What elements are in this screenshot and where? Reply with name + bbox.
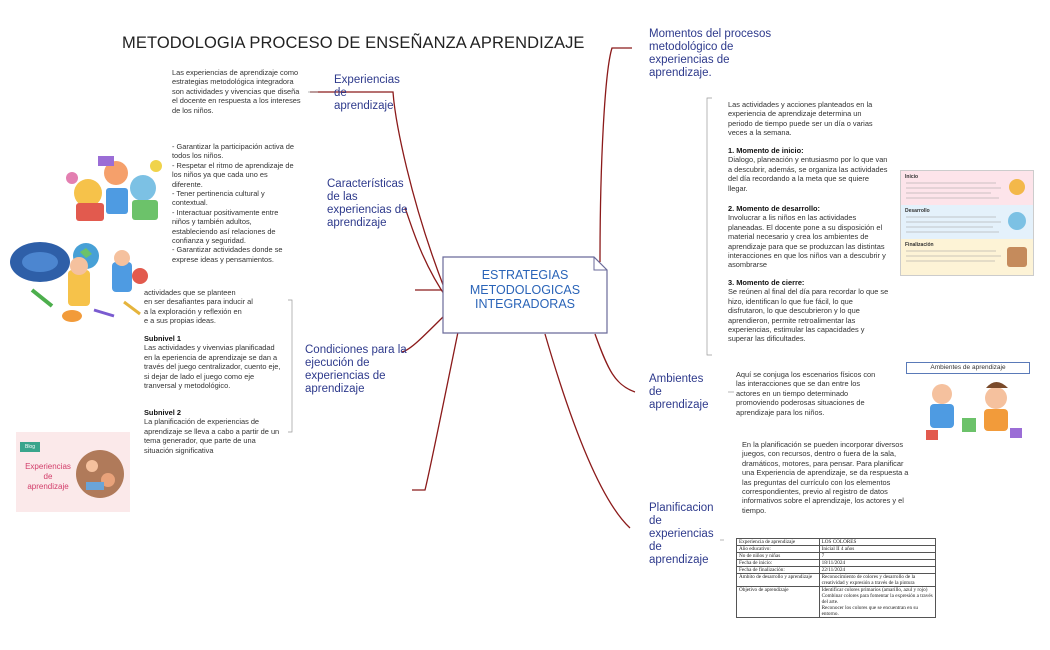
table-row <box>737 574 936 587</box>
momentos-infographic <box>900 170 1034 276</box>
planificacion-table <box>736 538 936 618</box>
subnivel-1-text: Las actividades y vivenvias planificadad en la eperiencia de aprendizaje se dan a través del juego centralizador, cuento eje, si dejar de lado el juego como eje tranversal y metodológico. <box>144 343 281 391</box>
page-title: METODOLOGIA PROCESO DE ENSEÑANZA APRENDIZAJE <box>122 34 585 52</box>
condiciones-intro: actividades que se planteen en ser desafiantes para inducir al a la exploración y reflexión en e a sus propias ideas. <box>144 288 253 326</box>
table-row <box>737 546 936 553</box>
table-cell-value: 22/11/2024 <box>819 567 935 574</box>
momento-inicio <box>728 146 890 193</box>
table-cell-label: No de niños y niñas <box>737 553 820 560</box>
caracteristicas-text: - Garantizar la participación activa de todos los niños. - Respetar el ritmo de aprendizaje de los niños ya que cada uno es diferente. - Tener pertinencia cultural y contextual. - Interactuar positivamente entre niños y también adultos, estableciendo así relaciones de confianza y seguridad. - Garantizar actividades donde se exprese ideas y pensamientos. <box>172 142 295 264</box>
school-supplies-illustration <box>4 240 156 328</box>
table-cell-value: Inicial II 4 años <box>819 546 935 553</box>
blog-tag: Blog <box>20 442 40 452</box>
branch-ambientes-label[interactable]: Ambientes de aprendizaje <box>649 373 709 411</box>
children-activities-illustration <box>58 148 168 228</box>
momento-desarrollo-title: 2. Momento de desarrollo: <box>728 204 820 213</box>
table-row <box>737 539 936 546</box>
connector-bottom-left <box>412 332 458 490</box>
momento-cierre-text: Se reúnen al final del día para recordar lo que se hizo, identifican lo que fue fácil, lo que disfrutaron, lo que descubrieron y lo que aprendieron, permite retroalimentar las experiencias, estimular las capacidades y superar las dificultades. <box>728 287 889 344</box>
connector-momentos <box>600 48 632 262</box>
branch-planificacion-label[interactable]: Planificacion de experiencias de aprendizaje <box>649 502 714 566</box>
table-cell-value: Identificar colores primarios (amarillo, azul y rojo) Combinar colores para fomentar la expresión a través del arte. Reconocer los colores que se encuentran en su entorno. <box>819 587 935 618</box>
table-cell-label: Fecha de inicio: <box>737 560 820 567</box>
table-cell-label: Ámbito de desarrollo y aprendizaje <box>737 574 820 587</box>
table-cell-label: Año educativo: <box>737 546 820 553</box>
momento-desarrollo-text: Involucrar a lis niños en las actividades planeadas. El docente pone a su disposición el material necesario y crea los ambientes de aprendizaje para que se produzcan las distintas interacciones en que los niños van a descubrir y asombrarse <box>728 213 886 270</box>
table-row <box>737 567 936 574</box>
ambientes-children-illustration <box>916 374 1026 442</box>
momento-cierre <box>728 278 890 344</box>
subnivel-1-title: Subnivel 1 <box>144 334 181 343</box>
bracket-momentos <box>707 98 712 355</box>
momento-cierre-title: 3. Momento de cierre: <box>728 278 805 287</box>
ambientes-image-label: Ambientes de aprendizaje <box>906 362 1030 374</box>
planificacion-table-wrap <box>736 538 936 618</box>
branch-experiencias-label[interactable]: Experiencias de aprendizaje <box>334 74 400 112</box>
connector-ambientes <box>595 334 635 392</box>
infographic-decor <box>901 171 1033 275</box>
connector-planificacion <box>545 334 630 528</box>
table-cell-label: Objetivo de aprendizaje <box>737 587 820 618</box>
blog-thumbnail[interactable] <box>16 432 130 512</box>
table-cell-value: Reconocimiento de colores y desarrollo de la creatividad y expresión a través de la pintura <box>819 574 935 587</box>
table-cell-value: 7 <box>819 553 935 560</box>
momento-inicio-text: Dialogo, planeación y entusiasmo por lo que van a descubrir, además, se organiza las actividades del día recordando a la meta que se quiere llegar. <box>728 155 888 193</box>
table-row <box>737 553 936 560</box>
subnivel-1 <box>144 334 284 390</box>
momentos-intro: Las actividades y acciones planteados en la experiencia de aprendizaje determina un periodo de tiempo puede ser un día o varias veces a la semana. <box>728 100 873 138</box>
branch-momentos-label[interactable]: Momentos del procesos metodológico de experiencias de aprendizaje. <box>649 28 772 79</box>
bracket-condiciones <box>288 300 292 432</box>
blog-label: Experiencias de aprendizaje <box>25 462 71 491</box>
branch-caracteristicas-label[interactable]: Características de las experiencias de aprendizaje <box>327 178 408 229</box>
experiencias-text: Las experiencias de aprendizaje como estrategias metodológica integradora son actividades y vivencias que diseña el docente en respuesta a los intereses de los niños. <box>172 68 301 115</box>
central-node-label: ESTRATEGIAS METODOLOGICAS INTEGRADORAS <box>469 268 581 311</box>
table-cell-label: Fecha de finalización: <box>737 567 820 574</box>
table-row <box>737 560 936 567</box>
central-node[interactable] <box>442 256 608 334</box>
table-cell-value: 18/11/2024 <box>819 560 935 567</box>
momento-inicio-title: 1. Momento de inicio: <box>728 146 804 155</box>
ambientes-text: Aquí se conjuga los escenarios físicos con las interacciones que se dan entre los actores en un tiempo determinado promoviendo poderosas situaciones de aprendizaje para los niños. <box>736 370 876 417</box>
branch-condiciones-label[interactable]: Condiciones para la ejecución de experiencias de aprendizaje <box>305 344 407 395</box>
infographic-inicio: Inicio <box>905 174 919 180</box>
infographic-finalizacion: Finalización <box>905 242 934 248</box>
table-row <box>737 587 936 618</box>
planificacion-text: En la planificación se pueden incorporar diversos juegos, con recursos, dentro o fuera de la sala, dramáticos, motores, para pensar. Para planificar una Experiencia de aprendizaje, se da respuesta a las preguntas del currículo con los elementos correspondientes, previo al registro de datos informativos sobre el aprendizaje, los actores y el tiempo. <box>742 440 909 515</box>
table-cell-label: Experiencia de aprendizaje <box>737 539 820 546</box>
momento-desarrollo <box>728 204 890 270</box>
subnivel-2 <box>144 408 284 455</box>
infographic-desarrollo: Desarrollo <box>905 208 930 214</box>
subnivel-2-title: Subnivel 2 <box>144 408 181 417</box>
blog-photo <box>76 442 124 506</box>
table-cell-value: LOS COLORES <box>819 539 935 546</box>
subnivel-2-text: La planificación de experiencias de aprendizaje se lleva a cabo a partir de un tema generador, que parte de una situación significativa <box>144 417 280 455</box>
